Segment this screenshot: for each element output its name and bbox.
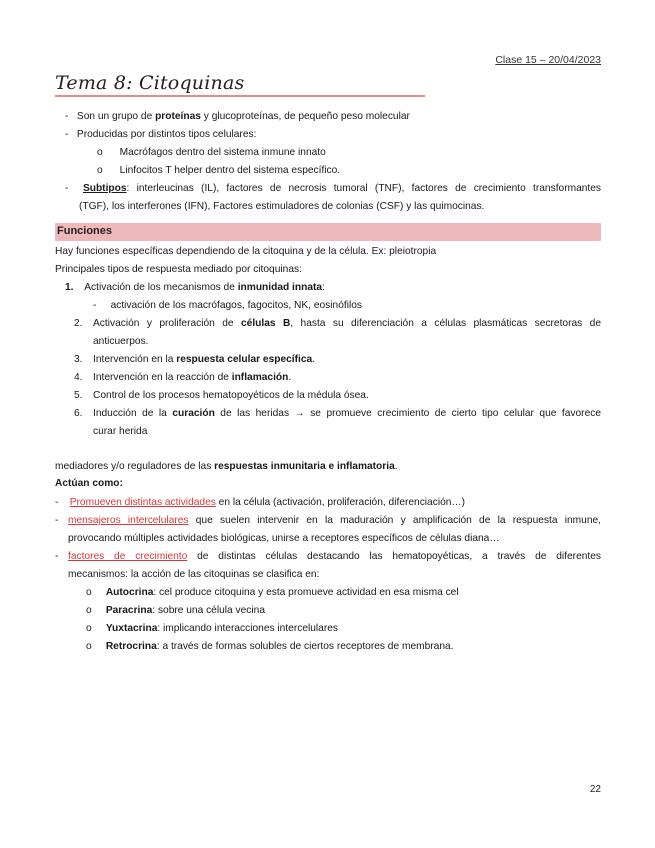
class-date: Clase 15 – 20/04/2023 bbox=[495, 54, 601, 66]
actuan-item-1: - Promueven distintas actividades en la célula (activación, proliferación, diferenciación…) bbox=[55, 497, 465, 508]
funciones-item-6-num: 6. bbox=[74, 408, 83, 419]
intro-bullet-1: - Son un grupo de proteínas y glucoproteínas, de pequeño peso molecular bbox=[65, 111, 410, 122]
funciones-item-3-num: 3. bbox=[74, 354, 83, 365]
funciones-item-4-num: 4. bbox=[74, 372, 83, 383]
page-title: Tema 8: Citoquinas bbox=[55, 72, 245, 94]
classification-yuxtacrina: o Yuxtacrina: implicando interacciones intercelulares bbox=[86, 623, 338, 634]
intro-sub-bullet-2: o Linfocitos T helper dentro del sistema específico. bbox=[97, 165, 341, 176]
actuan-item-3-bullet: - bbox=[55, 551, 59, 562]
funciones-item-2-line-1: Activación y proliferación de células B, hasta su diferenciación a células plasmáticas secretoras de bbox=[93, 318, 601, 329]
classification-retrocrina: o Retrocrina: a través de formas solubles de ciertos receptores de membrana. bbox=[86, 641, 454, 652]
intro-bullet-2: - Producidas por distintos tipos celulares: bbox=[65, 129, 257, 140]
actuan-item-3-line-2: mecanismos: la acción de las citoquinas se clasifica en: bbox=[68, 569, 320, 580]
classification-paracrina: o Paracrina: sobre una célula vecina bbox=[86, 605, 265, 616]
funciones-item-6-line-1: Inducción de la curación de las heridas → se promueve crecimiento de cierto tipo celular que favorece bbox=[93, 408, 601, 419]
section-title-funciones: Funciones bbox=[57, 225, 113, 237]
funciones-item-6-line-2: curar herida bbox=[93, 426, 148, 437]
funciones-item-5-num: 5. bbox=[74, 390, 83, 401]
funciones-item-2-num: 2. bbox=[74, 318, 83, 329]
title-underline bbox=[55, 95, 425, 97]
classification-autocrina: o Autocrina: cel produce citoquina y esta promueve actividad en esa misma cel bbox=[86, 587, 459, 598]
funciones-item-3: Intervención en la respuesta celular específica. bbox=[93, 354, 316, 365]
actuan-item-3-line-1: factores de crecimiento de distintas células destacando las hematopoyéticas, a través de diferentes bbox=[68, 551, 601, 562]
mediadores-line: mediadores y/o reguladores de las respuestas inmunitaria e inflamatoria. bbox=[55, 461, 398, 472]
section-header-bar bbox=[55, 223, 601, 241]
funciones-item-4: Intervención en la reacción de inflamación. bbox=[93, 372, 292, 383]
page-number: 22 bbox=[589, 784, 601, 795]
actuan-item-2-line-1: mensajeros intercelulares que suelen intervenir en la maduración y amplificación de la respuesta inmune, bbox=[68, 515, 602, 526]
funciones-item-1-sub: - activación de los macrófagos, fagocitos, NK, eosinófilos bbox=[93, 300, 362, 311]
funciones-item-5: Control de los procesos hematopoyéticos de la médula ósea. bbox=[93, 390, 369, 401]
intro-sub-bullet-1: o Macrófagos dentro del sistema inmune innato bbox=[97, 147, 326, 158]
actuan-item-2-bullet: - bbox=[55, 515, 59, 526]
funciones-item-2-line-2: anticuerpos. bbox=[93, 336, 149, 347]
funciones-paragraph-2: Principales tipos de respuesta mediado por citoquinas: bbox=[55, 264, 302, 275]
intro-bullet-3-line-1: - Subtipos: interleucinas (IL), factores de necrosis tumoral (TNF), factores de crecimiento transformantes bbox=[65, 183, 601, 194]
actuan-como-label: Actúan como: bbox=[55, 478, 123, 489]
intro-bullet-3-line-2: (TGF), los interferones (IFN), Factores estimuladores de colonias (CSF) y las quimocinas. bbox=[79, 201, 485, 212]
actuan-item-2-line-2: provocando múltiples actividades biológicas, unirse a receptores específicos de células diana… bbox=[68, 533, 500, 544]
funciones-item-1: 1. Activación de los mecanismos de inmunidad innata: bbox=[65, 282, 325, 293]
funciones-paragraph-1: Hay funciones específicas dependiendo de la citoquina y de la célula. Ex: pleiotropia bbox=[55, 246, 437, 257]
